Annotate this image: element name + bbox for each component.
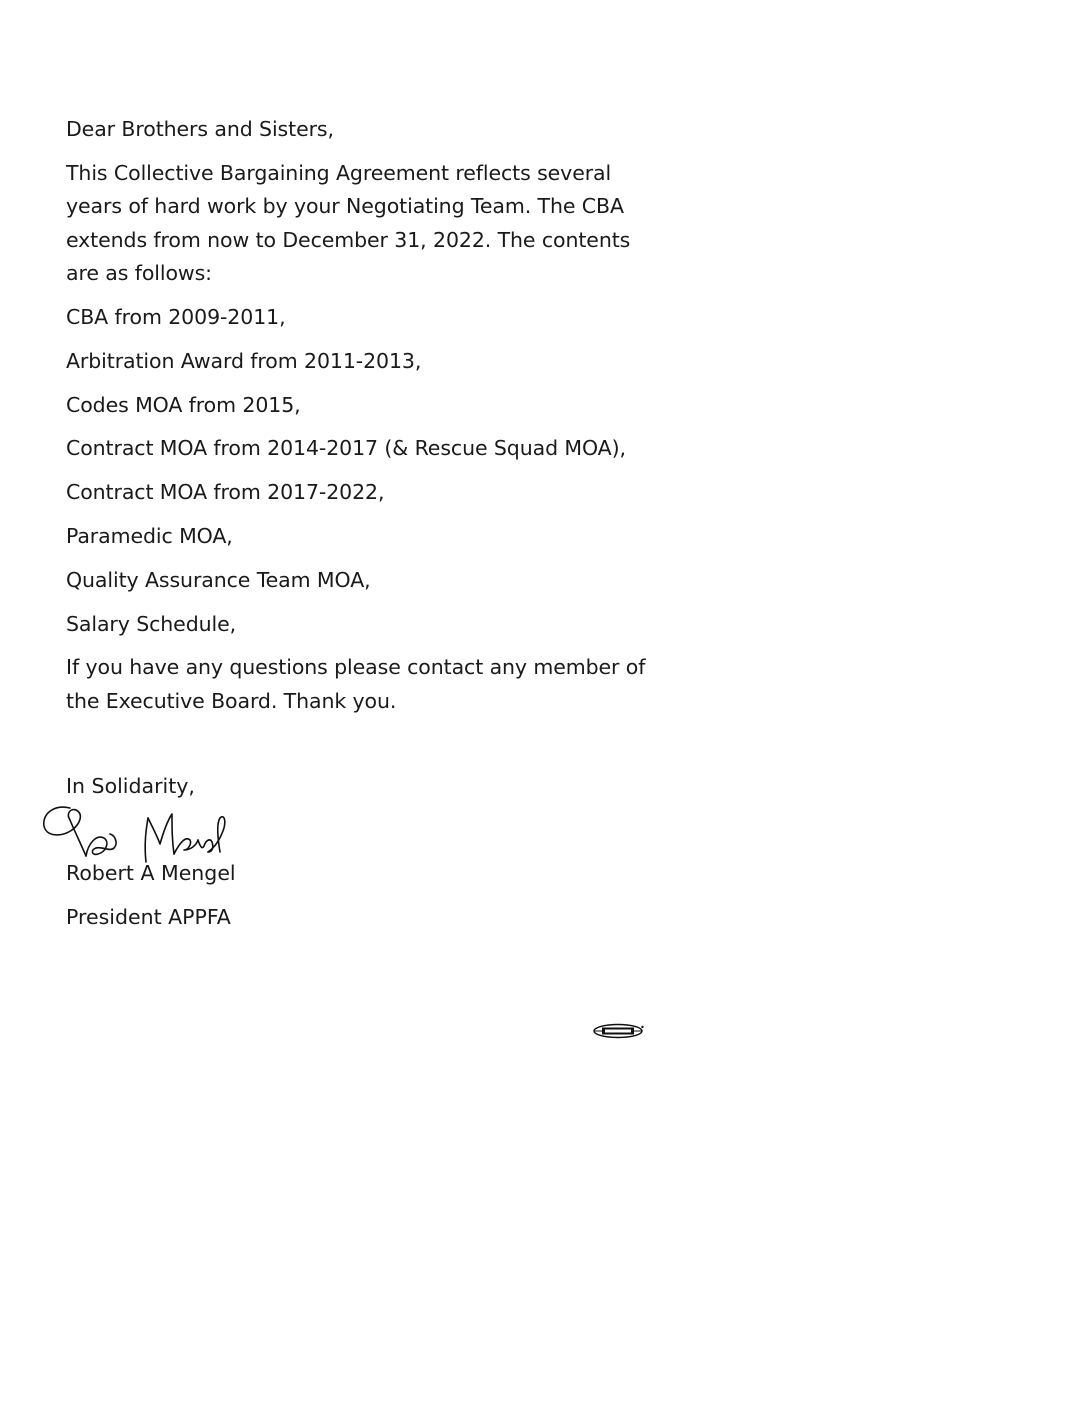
valediction: In Solidarity, — [66, 774, 195, 798]
salutation: Dear Brothers and Sisters, — [66, 117, 334, 141]
intro-line: are as follows: — [66, 261, 212, 286]
letter-body — [66, 113, 666, 729]
signer-title: President APPFA — [66, 905, 231, 929]
union-printer-label-icon — [592, 1023, 644, 1039]
signer-name: Robert A Mengel — [66, 861, 236, 885]
contents-item: Contract MOA from 2014-2017 (& Rescue Squad MOA), — [66, 436, 626, 461]
contents-item: Arbitration Award from 2011-2013, — [66, 348, 422, 373]
closing-paragraph — [66, 651, 666, 718]
intro-line: years of hard work by your Negotiating Team. The CBA — [66, 194, 624, 219]
intro-line: This Collective Bargaining Agreement reflects several — [66, 160, 612, 185]
contents-item: Codes MOA from 2015, — [66, 392, 301, 417]
contents-item: CBA from 2009-2011, — [66, 305, 286, 330]
intro-paragraph — [66, 157, 666, 291]
contents-item: Paramedic MOA, — [66, 524, 233, 549]
closing-line: If you have any questions please contact any member of — [66, 655, 646, 680]
contents-item: Contract MOA from 2017-2022, — [66, 480, 385, 505]
closing-line: the Executive Board. Thank you. — [66, 688, 397, 713]
contents-item: Quality Assurance Team MOA, — [66, 567, 371, 592]
intro-line: extends from now to December 31, 2022. The contents — [66, 227, 631, 252]
contents-item: Salary Schedule, — [66, 611, 237, 636]
